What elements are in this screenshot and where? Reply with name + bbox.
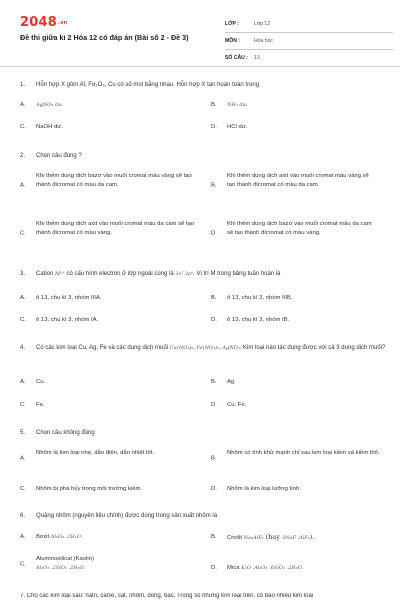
salt-formula-2: Fe(NO₃)₃ xyxy=(196,345,220,351)
meta-key: LỚP : xyxy=(225,21,239,27)
question-number: 1. xyxy=(20,82,26,88)
formula-aside: (hay xyxy=(263,533,282,541)
question-number: 2. xyxy=(20,153,26,159)
option-text: Cu, Fe. xyxy=(227,402,247,408)
meta-row-subject xyxy=(225,33,393,50)
option-text: Khi thêm dung dịch bazơ vào muối cromat màu da cam sẽ tạo thành đicromat có màu vàng. xyxy=(227,221,372,237)
option-a[interactable] xyxy=(20,101,190,111)
option-c[interactable] xyxy=(20,485,205,495)
header-divider xyxy=(0,66,400,67)
option-text: Nhôm là kim loại nhẹ, dẫn điện, dẫn nhiệt tốt. xyxy=(36,450,155,456)
option-label: D. xyxy=(211,230,217,237)
mineral-name: Aluminosilicat (Kaolin) xyxy=(36,556,94,562)
option-text: HCl dư. xyxy=(227,124,248,130)
option-text xyxy=(227,564,391,573)
option-a[interactable] xyxy=(20,378,190,388)
mineral-formula: Al₂O₃ .2H₂O. xyxy=(50,534,83,540)
question-stem xyxy=(20,343,390,353)
meta-key: SỐ CÂU : xyxy=(225,55,248,61)
meta-row-class xyxy=(225,16,393,33)
option-text: Khi thêm dung dịch axit vào muối cromat màu da cam sẽ tạo thành đicromat có màu vàng. xyxy=(36,221,195,237)
option-text: Nhôm là kim loại lưỡng tính. xyxy=(227,486,301,492)
option-label: C. xyxy=(20,402,26,408)
option-text: NaOH dư. xyxy=(36,124,63,130)
mineral-formula: K₂O .Al₂O₃ .6SiO₂ .2H₂O. xyxy=(241,565,304,571)
option-d[interactable] xyxy=(211,220,381,248)
question-stem xyxy=(20,80,390,90)
option-text: ô 13, chu kì 3, nhóm IA. xyxy=(36,317,99,323)
question-7-partial: 7. Cho các kim loại sau: natri, canxi, sắt, nhôm, đồng, bạc. Trong số những kim loại trên, có bao nhiêu kim loại xyxy=(20,593,314,599)
question-text: , xyxy=(193,345,197,351)
question-4 xyxy=(20,343,390,353)
cation-formula: M³⁺ xyxy=(55,271,65,277)
question-text: Chọn câu không đúng xyxy=(36,430,95,436)
logo-text: 2048 xyxy=(20,15,57,30)
meta-value: Lớp 12 xyxy=(254,21,271,27)
option-label: A. xyxy=(20,102,26,108)
option-label: D. xyxy=(211,565,217,571)
option-a[interactable] xyxy=(20,449,205,469)
salt-formula-3: AgNO₃ xyxy=(222,345,240,351)
option-text: Fe. xyxy=(36,402,45,408)
logo-suffix: .vn xyxy=(57,20,68,26)
option-b[interactable] xyxy=(211,378,381,388)
option-a[interactable] xyxy=(20,294,190,304)
option-a[interactable] xyxy=(20,533,205,543)
option-label: A. xyxy=(20,295,26,301)
mineral-formula: Al₂O₃ .2SiO₂ .2H₂O. xyxy=(36,565,85,572)
meta-value: Hóa học xyxy=(254,38,273,44)
option-b[interactable] xyxy=(211,101,381,111)
site-logo[interactable] xyxy=(20,15,67,30)
salt-formula-1: Cu(NO₃)₂ xyxy=(169,345,194,351)
question-number: 6. xyxy=(20,513,26,519)
option-label: C. xyxy=(20,230,26,237)
option-d[interactable] xyxy=(211,401,381,411)
option-b[interactable] xyxy=(211,294,381,304)
option-c[interactable] xyxy=(20,220,205,248)
option-text xyxy=(36,533,204,542)
option-text: NH₃ dư. xyxy=(227,102,248,108)
formula-aside-close: ). xyxy=(309,533,315,541)
exam-meta-table xyxy=(225,16,393,67)
question-number: 3. xyxy=(20,271,26,277)
option-label: C. xyxy=(20,561,26,568)
option-label: B. xyxy=(211,455,217,462)
option-b[interactable] xyxy=(211,172,381,200)
option-text: ô 13, chu kì 3, nhóm IIIB. xyxy=(227,295,293,301)
option-label: A. xyxy=(20,455,26,462)
question-stem xyxy=(20,428,390,438)
option-text: Ag. xyxy=(227,379,236,385)
question-stem xyxy=(20,269,390,279)
question-text: có cấu hình electron ở lớp ngoài cùng là xyxy=(64,271,176,277)
question-number: 5. xyxy=(20,430,26,436)
option-label: D. xyxy=(211,486,217,492)
option-label: D. xyxy=(211,124,217,130)
option-d[interactable] xyxy=(211,123,381,133)
option-label: B. xyxy=(211,379,217,385)
mineral-name: Boxit xyxy=(36,534,50,540)
option-text: ô 13, chu kì 3, nhóm IIIA. xyxy=(36,295,102,301)
option-b[interactable] xyxy=(211,449,386,469)
question-text: Chọn câu đúng ? xyxy=(36,153,82,159)
option-c[interactable] xyxy=(20,401,190,411)
option-label: B. xyxy=(211,295,217,301)
option-text: Khi thêm dung dịch bazơ vào muối cromat màu vàng sẽ tạo thành đicromat có màu da cam. xyxy=(36,173,192,189)
option-text: Khi thêm dung dịch axit vào muối cromat màu vàng sẽ tạo thành đicromat có màu da cam. xyxy=(227,173,369,189)
option-label: D. xyxy=(211,402,217,408)
question-stem xyxy=(20,151,390,161)
option-text: Nhôm có tính khử mạnh chỉ sau kim loại kiềm và kiềm thổ. xyxy=(227,450,380,456)
question-3 xyxy=(20,269,390,279)
option-d[interactable] xyxy=(211,564,391,574)
question-2 xyxy=(20,151,390,161)
question-6 xyxy=(20,511,390,521)
mineral-name: Criolit xyxy=(227,535,243,541)
option-label: C. xyxy=(20,486,26,492)
option-d[interactable] xyxy=(211,316,381,326)
exam-title: Đề thi giữa kì 2 Hóa 12 có đáp án (Bài số 2 - Đề 3) xyxy=(20,33,189,42)
option-label: D. xyxy=(211,317,217,323)
option-c[interactable] xyxy=(20,555,205,575)
option-label: A. xyxy=(20,182,26,189)
mineral-name: Mica xyxy=(227,565,240,571)
question-text: . Vị trí M trong bảng tuần hoàn là xyxy=(193,271,281,277)
question-1 xyxy=(20,80,390,90)
option-label: A. xyxy=(20,534,26,540)
option-label: C. xyxy=(20,124,26,130)
mineral-formula-alt: 3NaF .AlF₃ xyxy=(281,535,310,541)
meta-value: 13 xyxy=(254,55,260,61)
question-text: . Kim loại nào tác dụng được với cả 3 dung dịch muối? xyxy=(239,345,386,351)
question-number: 4. xyxy=(20,345,26,351)
option-a[interactable] xyxy=(20,172,205,200)
option-text: Cu. xyxy=(36,379,46,385)
meta-row-question-count xyxy=(225,50,393,67)
option-label: C. xyxy=(20,317,26,323)
option-text: AgNO₃ dư. xyxy=(36,102,63,108)
option-text xyxy=(36,555,204,573)
option-label: B. xyxy=(211,182,217,189)
mineral-formula: Na₃AlF₆ xyxy=(243,535,264,541)
question-5 xyxy=(20,428,390,438)
option-d[interactable] xyxy=(211,485,386,495)
option-b[interactable] xyxy=(211,533,391,543)
question-text: Có các kim loại Cu, Ag, Fe và các dung dịch muối xyxy=(36,345,170,351)
option-c[interactable] xyxy=(20,123,190,133)
option-c[interactable] xyxy=(20,316,190,326)
question-text: , xyxy=(219,345,223,351)
question-text: Quặng nhôm (nguyên liệu chính) được dùng trong sản xuất nhôm là xyxy=(36,513,218,519)
option-text: ô 13, chu kì 3, nhóm IB. xyxy=(227,317,290,323)
option-text xyxy=(227,533,391,543)
question-stem xyxy=(20,511,390,521)
meta-key: MÔN : xyxy=(225,38,240,44)
option-label: A. xyxy=(20,379,26,385)
option-text: Nhôm bị phá hủy trong môi trường kiềm. xyxy=(36,486,143,492)
option-label: B. xyxy=(211,534,217,540)
electron-config: 2s² 2p⁶ xyxy=(175,271,194,277)
question-text: Hỗn hợp X gồm Al, Fe₂O₃, Cu có số mol bằng nhau. Hỗn hợp X tan hoàn toàn trong xyxy=(36,82,260,88)
question-text: Cation xyxy=(36,271,56,277)
option-label: B. xyxy=(211,102,217,108)
